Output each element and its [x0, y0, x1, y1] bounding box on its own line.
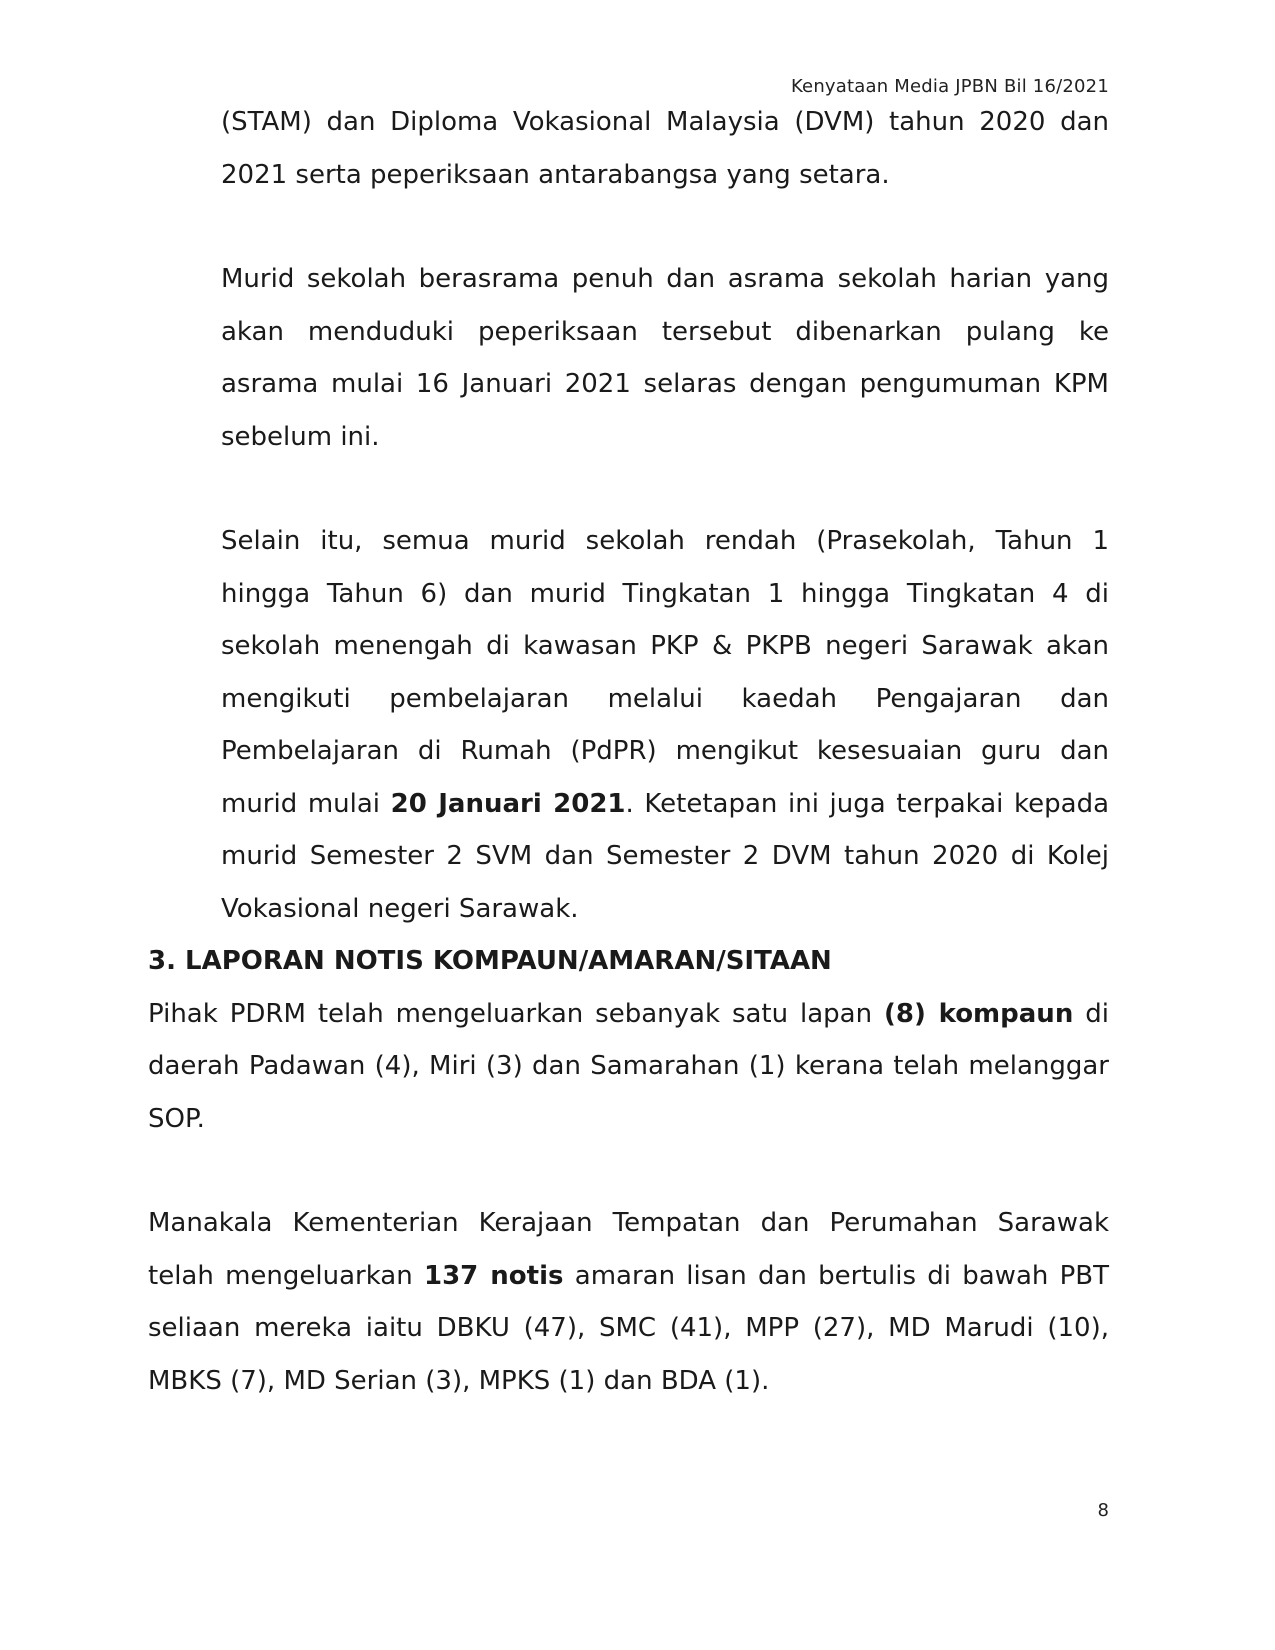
- paragraph-pdrm-count: (8) kompaun: [884, 998, 1074, 1029]
- paragraph-notis-amaran: [148, 1197, 1109, 1407]
- section-3-heading: 3. LAPORAN NOTIS KOMPAUN/AMARAN/SITAAN: [148, 946, 832, 976]
- paragraph-notis-text-b: amaran lisan dan bertulis di bawah PBT seliaan mereka iaitu DBKU (47), SMC (41), MPP (27), MD Marudi (10), MBKS (7), MD Serian (3), MPKS (1) dan BDA (1).: [148, 1260, 1110, 1396]
- paragraph-pdpr-text-a: Selain itu, semua murid sekolah rendah (Prasekolah, Tahun 1 hingga Tahun 6) dan murid Tingkatan 1 hingga Tingkatan 4 di sekolah menengah di kawasan PKP & PKPB negeri Sarawak akan mengikuti pembelajaran melalui kaedah Pengajaran dan Pembelajaran di Rumah (PdPR) mengikut kesesuaian guru dan murid mulai: [221, 526, 1109, 819]
- paragraph-notis-count: 137 notis: [423, 1260, 564, 1291]
- paragraph-pdrm-kompaun: [148, 988, 1109, 1146]
- paragraph-pdpr-text-b: . Ketetapan ini juga terpakai kepada murid Semester 2 SVM dan Semester 2 DVM tahun 2020 di Kolej Vokasional negeri Sarawak.: [221, 788, 1110, 924]
- paragraph-stam-dvm: (STAM) dan Diploma Vokasional Malaysia (DVM) tahun 2020 dan 2021 serta peperiksaan antarabangsa yang setara.: [221, 107, 1109, 190]
- document-header: Kenyataan Media JPBN Bil 16/2021: [790, 76, 1109, 97]
- page-number: 8: [1097, 1500, 1109, 1521]
- paragraph-asrama: Murid sekolah berasrama penuh dan asrama sekolah harian yang akan menduduki peperiksaan tersebut dibenarkan pulang ke asrama mulai 16 Januari 2021 selaras dengan pengumuman KPM sebelum ini.: [221, 264, 1109, 452]
- document-body: [148, 96, 1109, 1407]
- paragraph-pdpr-date: 20 Januari 2021: [390, 788, 626, 819]
- paragraph-pdpr: [221, 515, 1109, 935]
- paragraph-pdrm-text-b: di daerah Padawan (4), Miri (3) dan Samarahan (1) kerana telah melanggar SOP.: [148, 998, 1109, 1134]
- paragraph-pdrm-text-a: Pihak PDRM telah mengeluarkan sebanyak satu lapan: [148, 998, 885, 1029]
- paragraph-notis-text-a: Manakala Kementerian Kerajaan Tempatan dan Perumahan Sarawak telah mengeluarkan: [148, 1208, 1109, 1291]
